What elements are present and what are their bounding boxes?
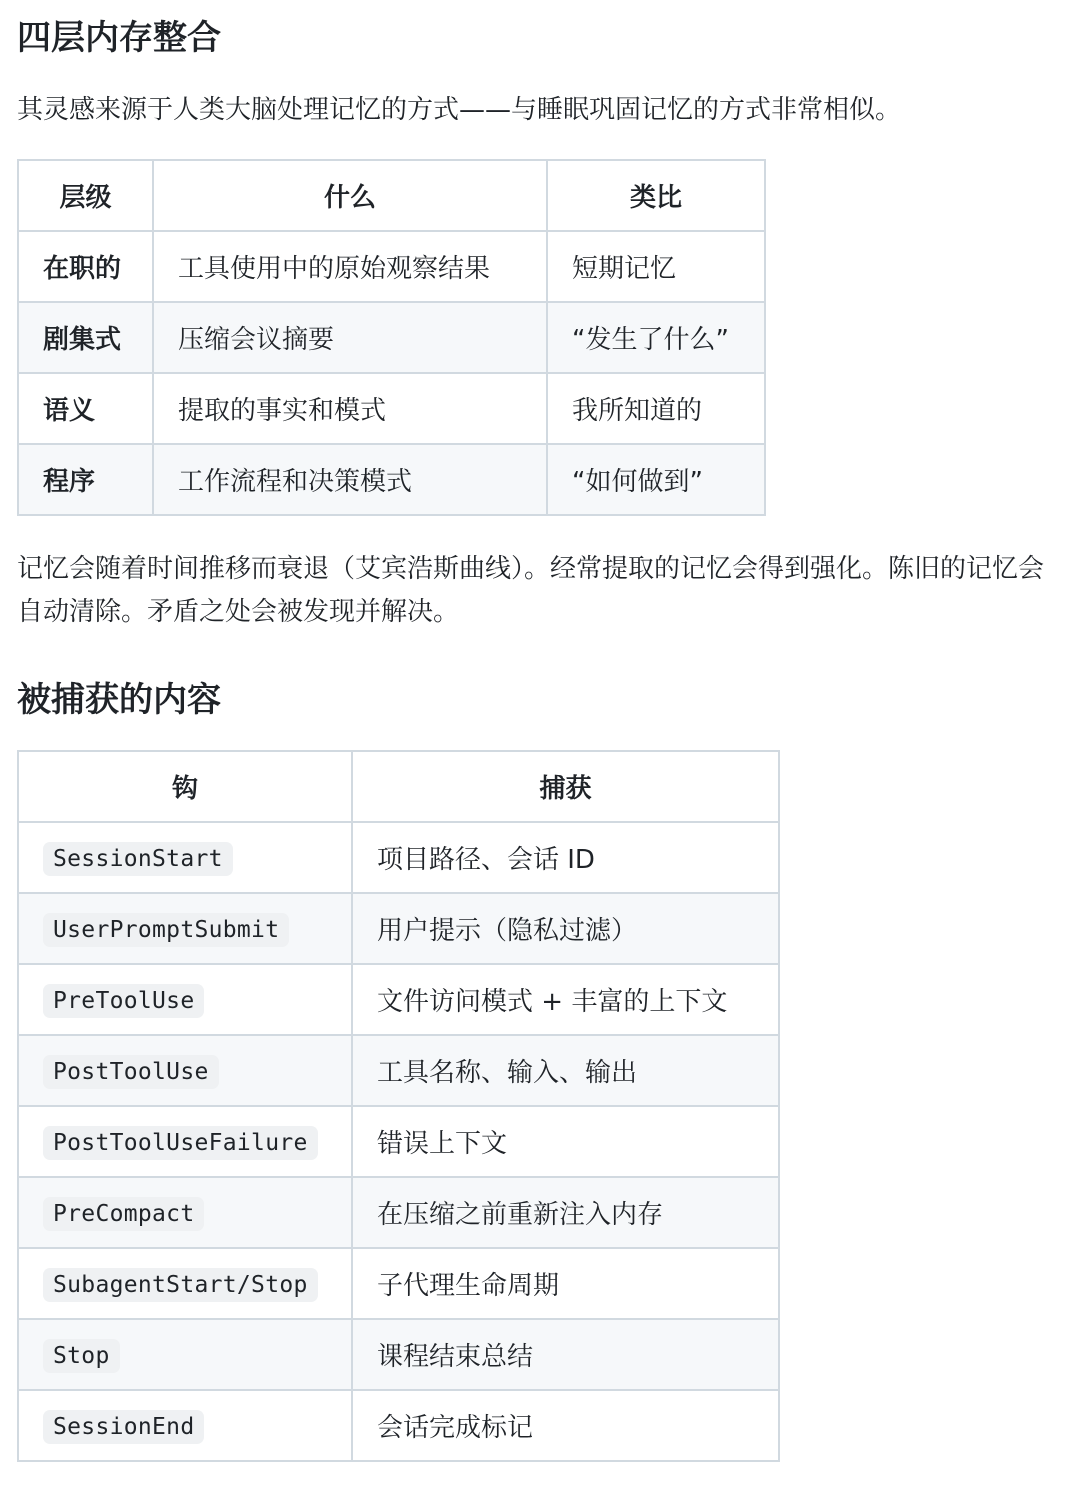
captures-cell: 会话完成标记 xyxy=(352,1390,779,1461)
table-row xyxy=(18,1319,779,1390)
hook-name-code: SessionEnd xyxy=(43,1410,204,1444)
column-header-layer: 层级 xyxy=(18,160,153,231)
hook-name-code: PreToolUse xyxy=(43,984,204,1018)
hook-cell xyxy=(18,1319,352,1390)
table-header-row xyxy=(18,160,765,231)
section-heading-memory-layers: 四层内存整合 xyxy=(17,18,221,58)
layer-what-cell: 工具使用中的原始观察结果 xyxy=(153,231,547,302)
table-row xyxy=(18,964,779,1035)
layer-name-cell: 语义 xyxy=(18,373,153,444)
column-header-what: 什么 xyxy=(153,160,547,231)
table-row xyxy=(18,302,765,373)
column-header-captures: 捕获 xyxy=(352,751,779,822)
captures-cell: 子代理生命周期 xyxy=(352,1248,779,1319)
table-row xyxy=(18,231,765,302)
table-row xyxy=(18,1390,779,1461)
table-row xyxy=(18,373,765,444)
captures-cell: 在压缩之前重新注入内存 xyxy=(352,1177,779,1248)
layer-what-cell: 压缩会议摘要 xyxy=(153,302,547,373)
hook-name-code: UserPromptSubmit xyxy=(43,913,289,947)
captures-cell: 课程结束总结 xyxy=(352,1319,779,1390)
captured-hooks-table xyxy=(17,750,780,1462)
hook-cell xyxy=(18,964,352,1035)
section-heading-captured: 被捕获的内容 xyxy=(17,680,221,720)
layer-name-cell: 剧集式 xyxy=(18,302,153,373)
hook-name-code: PreCompact xyxy=(43,1197,204,1231)
captures-cell: 用户提示（隐私过滤） xyxy=(352,893,779,964)
table-row xyxy=(18,822,779,893)
table-row xyxy=(18,1106,779,1177)
layer-analogy-cell: “发生了什么” xyxy=(547,302,765,373)
layer-what-cell: 工作流程和决策模式 xyxy=(153,444,547,515)
hook-cell xyxy=(18,1106,352,1177)
hook-cell xyxy=(18,822,352,893)
table-row xyxy=(18,1035,779,1106)
hook-cell xyxy=(18,1177,352,1248)
intro-paragraph: 其灵感来源于人类大脑处理记忆的方式——与睡眠巩固记忆的方式非常相似。 xyxy=(17,95,902,125)
captures-cell: 文件访问模式 + 丰富的上下文 xyxy=(352,964,779,1035)
captures-cell: 错误上下文 xyxy=(352,1106,779,1177)
layer-what-cell: 提取的事实和模式 xyxy=(153,373,547,444)
table-row xyxy=(18,444,765,515)
hook-cell xyxy=(18,1035,352,1106)
column-header-hook: 钩 xyxy=(18,751,352,822)
decay-paragraph: 记忆会随着时间推移而衰退（艾宾浩斯曲线）。经常提取的记忆会得到强化。陈旧的记忆会自动清除。矛盾之处会被发现并解决。 xyxy=(17,554,1045,627)
hook-cell xyxy=(18,1390,352,1461)
table-row xyxy=(18,1177,779,1248)
table-row xyxy=(18,1248,779,1319)
captures-cell: 项目路径、会话 ID xyxy=(352,822,779,893)
hook-name-code: SessionStart xyxy=(43,842,233,876)
layer-analogy-cell: “如何做到” xyxy=(547,444,765,515)
hook-name-code: Stop xyxy=(43,1339,120,1373)
column-header-analogy: 类比 xyxy=(547,160,765,231)
layer-analogy-cell: 我所知道的 xyxy=(547,373,765,444)
layer-name-cell: 在职的 xyxy=(18,231,153,302)
table-row xyxy=(18,893,779,964)
captures-cell: 工具名称、输入、输出 xyxy=(352,1035,779,1106)
hook-name-code: PostToolUseFailure xyxy=(43,1126,318,1160)
hook-name-code: SubagentStart/Stop xyxy=(43,1268,318,1302)
layer-name-cell: 程序 xyxy=(18,444,153,515)
hook-cell xyxy=(18,893,352,964)
memory-layers-table xyxy=(17,159,766,516)
table-header-row xyxy=(18,751,779,822)
layer-analogy-cell: 短期记忆 xyxy=(547,231,765,302)
hook-name-code: PostToolUse xyxy=(43,1055,219,1089)
hook-cell xyxy=(18,1248,352,1319)
